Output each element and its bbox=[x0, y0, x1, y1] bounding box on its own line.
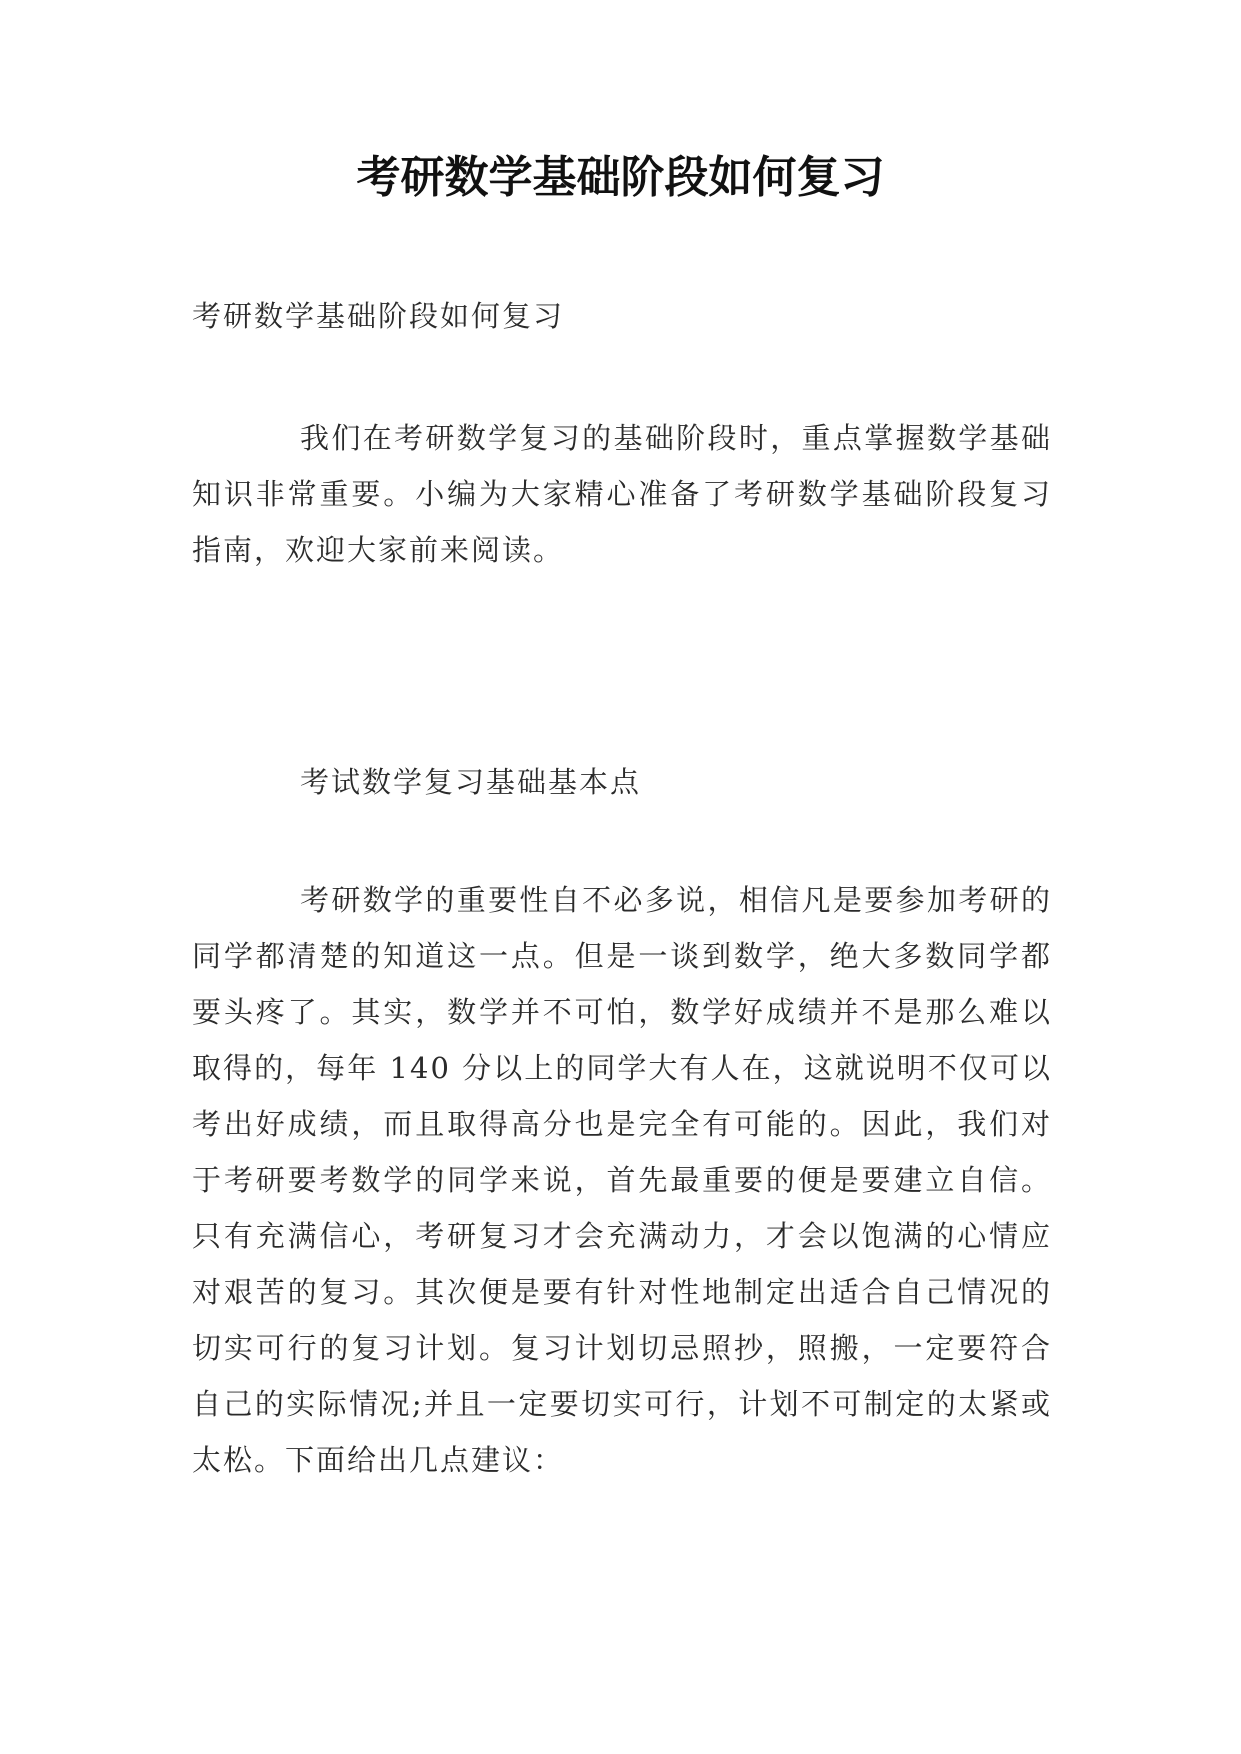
body-paragraph: 考研数学的重要性自不必多说，相信凡是要参加考研的同学都清楚的知道这一点。但是一谈到数学，绝大多数同学都要头疼了。其实，数学并不可怕，数学好成绩并不是那么难以取得的，每年 140 分以上的同学大有人在，这就说明不仅可以考出好成绩，而且取得高分也是完全有可能的。因此，我们对于考研要考数学的同学来说，首先最重要的便是要建立自信。只有充满信心，考研复习才会充满动力，才会以饱满的心情应对艰苦的复习。其次便是要有针对性地制定出适合自己情况的切实可行的复习计划。复习计划切忌照抄，照搬，一定要符合自己的实际情况;并且一定要切实可行，计划不可制定的太紧或太松。下面给出几点建议： bbox=[192, 883, 1052, 1477]
document-subtitle: 考研数学基础阶段如何复习 bbox=[192, 299, 565, 333]
intro-paragraph: 我们在考研数学复习的基础阶段时，重点掌握数学基础知识非常重要。小编为大家精心准备了考研数学基础阶段复习指南，欢迎大家前来阅读。 bbox=[192, 421, 1052, 567]
document-title: 考研数学基础阶段如何复习 bbox=[356, 152, 885, 203]
section-heading: 考试数学复习基础基本点 bbox=[300, 765, 642, 799]
